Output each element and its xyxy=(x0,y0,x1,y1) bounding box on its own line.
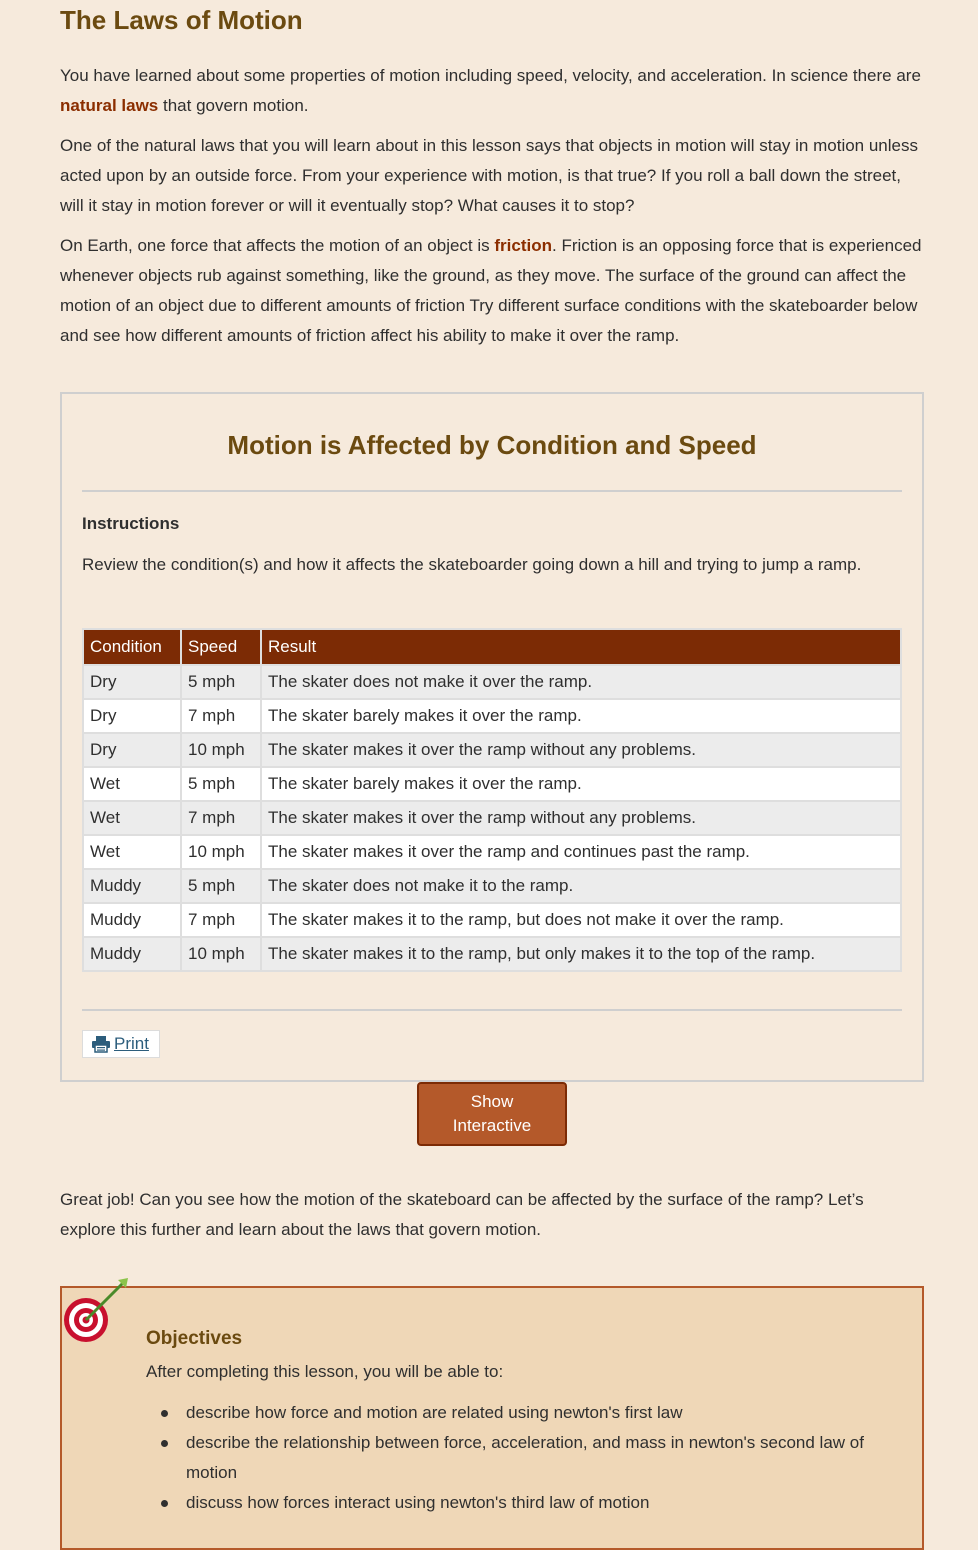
objective-item: describe the relationship between force, acceleration, and mass in newton's second law of motion xyxy=(146,1428,886,1488)
activity-panel xyxy=(60,392,924,1082)
outro-paragraph: Great job! Can you see how the motion of the skateboard can be affected by the surface of the ramp? Let’s explore this further and learn about the laws that govern motion. xyxy=(60,1190,864,1239)
results-table xyxy=(82,628,902,972)
intro-text: You have learned about some properties of motion including speed, velocity, and acceleration. In science there are xyxy=(60,66,921,85)
condition-cell: Muddy xyxy=(83,937,181,971)
header-condition: Condition xyxy=(83,629,181,665)
objective-item: discuss how forces interact using newton's third law of motion xyxy=(146,1488,886,1518)
objective-item: describe how force and motion are related using newton's first law xyxy=(146,1398,886,1428)
page-title: The Laws of Motion xyxy=(60,5,303,35)
intro-paragraph-3 xyxy=(60,231,924,351)
printer-icon xyxy=(91,1035,111,1053)
speed-cell: 7 mph xyxy=(181,903,261,937)
result-cell: The skater makes it over the ramp and continues past the ramp. xyxy=(261,835,901,869)
result-cell: The skater does not make it to the ramp. xyxy=(261,869,901,903)
condition-cell: Wet xyxy=(83,767,181,801)
show-interactive-label[interactable]: Show Interactive xyxy=(452,1092,532,1135)
speed-cell: 5 mph xyxy=(181,869,261,903)
intro-text: . Friction is an opposing force that is experienced whenever objects rub against something, like the ground, as they move. The surface of the ground can affect the motion of an object due to different amounts of friction Try different surface conditions with the skateboarder below and see how different amounts of friction affect his ability to make it over the ramp. xyxy=(60,236,922,345)
speed-cell: 5 mph xyxy=(181,665,261,699)
condition-cell: Muddy xyxy=(83,869,181,903)
result-cell: The skater makes it over the ramp without any problems. xyxy=(261,801,901,835)
divider xyxy=(82,490,902,492)
table-row xyxy=(83,937,901,971)
speed-cell: 7 mph xyxy=(181,699,261,733)
result-cell: The skater makes it over the ramp without any problems. xyxy=(261,733,901,767)
condition-cell: Wet xyxy=(83,801,181,835)
table-row xyxy=(83,767,901,801)
speed-cell: 7 mph xyxy=(181,801,261,835)
speed-cell: 10 mph xyxy=(181,835,261,869)
condition-cell: Dry xyxy=(83,665,181,699)
table-row xyxy=(83,869,901,903)
result-cell: The skater makes it to the ramp, but only makes it to the top of the ramp. xyxy=(261,937,901,971)
table-body xyxy=(83,665,901,971)
instructions-text: Review the condition(s) and how it affects the skateboarder going down a hill and trying to jump a ramp. xyxy=(82,555,862,574)
show-interactive-button[interactable] xyxy=(417,1082,567,1146)
instructions-heading: Instructions xyxy=(82,514,180,533)
print-button[interactable] xyxy=(82,1030,160,1058)
intro-text: On Earth, one force that affects the motion of an object is xyxy=(60,236,495,255)
print-label[interactable]: Print xyxy=(114,1034,149,1053)
speed-cell: 10 mph xyxy=(181,937,261,971)
objectives-heading: Objectives xyxy=(146,1328,243,1349)
condition-cell: Dry xyxy=(83,733,181,767)
table-header-row xyxy=(83,629,901,665)
intro-paragraph-1 xyxy=(60,61,924,121)
intro-text: that govern motion. xyxy=(158,96,309,115)
target-dart-icon xyxy=(60,1276,132,1348)
objectives-intro: After completing this lesson, you will be able to: xyxy=(146,1362,504,1381)
objectives-panel xyxy=(60,1286,924,1550)
speed-cell: 10 mph xyxy=(181,733,261,767)
condition-cell: Wet xyxy=(83,835,181,869)
table-row xyxy=(83,801,901,835)
table-row xyxy=(83,903,901,937)
condition-cell: Dry xyxy=(83,699,181,733)
intro-paragraph-2: One of the natural laws that you will learn about in this lesson says that objects in motion will stay in motion unless acted upon by an outside force. From your experience with motion, is that true? If you roll a ball down the street, will it stay in motion forever or will it eventually stop? What causes it to stop? xyxy=(60,136,918,215)
divider xyxy=(82,1009,902,1011)
activity-title: Motion is Affected by Condition and Speed xyxy=(227,430,757,460)
result-cell: The skater barely makes it over the ramp. xyxy=(261,699,901,733)
friction-keyword[interactable]: friction xyxy=(494,236,552,255)
result-cell: The skater barely makes it over the ramp. xyxy=(261,767,901,801)
result-cell: The skater makes it to the ramp, but does not make it over the ramp. xyxy=(261,903,901,937)
objectives-list xyxy=(146,1398,886,1518)
speed-cell: 5 mph xyxy=(181,767,261,801)
table-row xyxy=(83,733,901,767)
result-cell: The skater does not make it over the ramp. xyxy=(261,665,901,699)
header-result: Result xyxy=(261,629,901,665)
table-row xyxy=(83,835,901,869)
header-speed: Speed xyxy=(181,629,261,665)
natural-laws-keyword[interactable]: natural laws xyxy=(60,96,159,115)
table-row xyxy=(83,699,901,733)
table-row xyxy=(83,665,901,699)
condition-cell: Muddy xyxy=(83,903,181,937)
